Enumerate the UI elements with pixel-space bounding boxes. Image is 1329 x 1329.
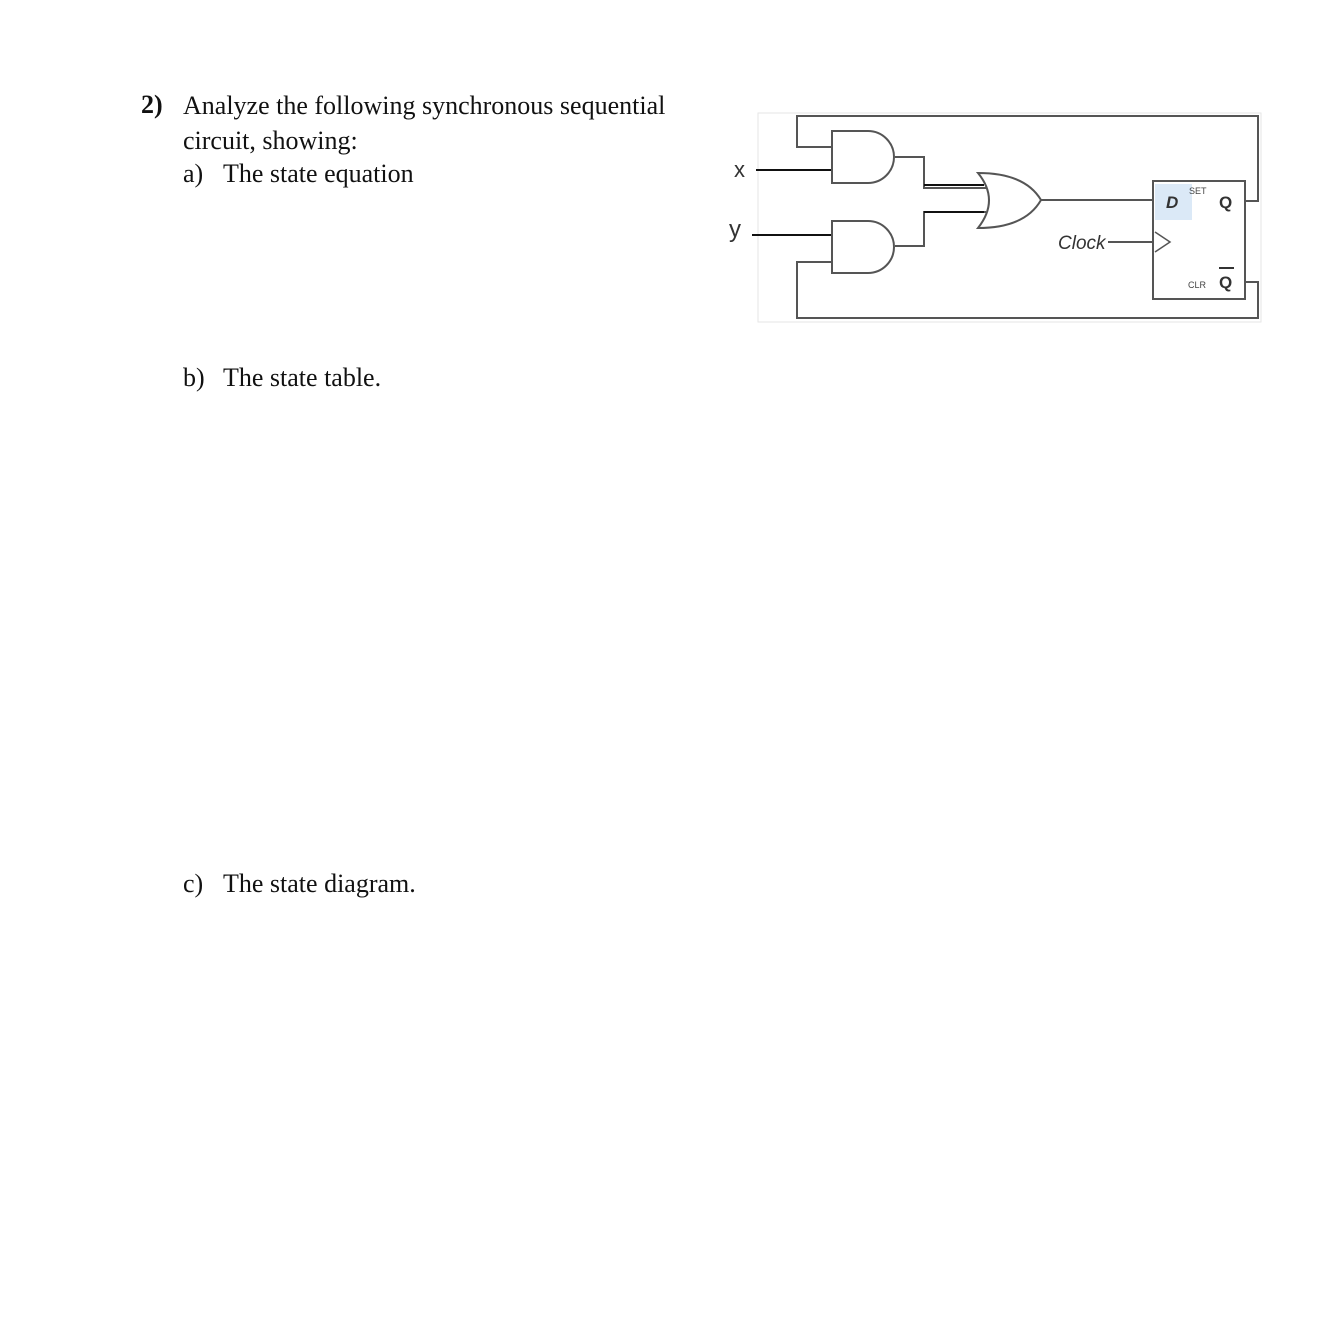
part-a-text: The state equation: [223, 159, 414, 188]
or-gate: [978, 173, 1041, 228]
and-gate-1: [832, 131, 894, 183]
question-text-line-2: circuit, showing:: [183, 126, 358, 155]
clock-label: Clock: [1058, 233, 1106, 254]
wire-and2-out: [895, 212, 986, 246]
ff-clr-label: CLR: [1188, 280, 1207, 290]
part-c-text: The state diagram.: [223, 869, 416, 898]
part-a-letter: a): [183, 159, 204, 188]
part-c-letter: c): [183, 869, 204, 898]
part-b-text: The state table.: [223, 363, 382, 392]
input-y-label: y: [729, 216, 741, 243]
question-number: 2): [141, 90, 163, 119]
ff-set-label: SET: [1189, 186, 1207, 196]
question-text-line-1: Analyze the following synchronous sequential: [183, 91, 666, 120]
and-gate-2: [832, 221, 894, 273]
part-b-letter: b): [183, 363, 205, 392]
ff-q-label: Q: [1219, 193, 1233, 212]
input-x-label: x: [734, 157, 745, 182]
ff-d-label: D: [1166, 193, 1179, 212]
wire-and1-out: [895, 157, 986, 188]
ff-qbar-label: Q: [1219, 273, 1233, 292]
